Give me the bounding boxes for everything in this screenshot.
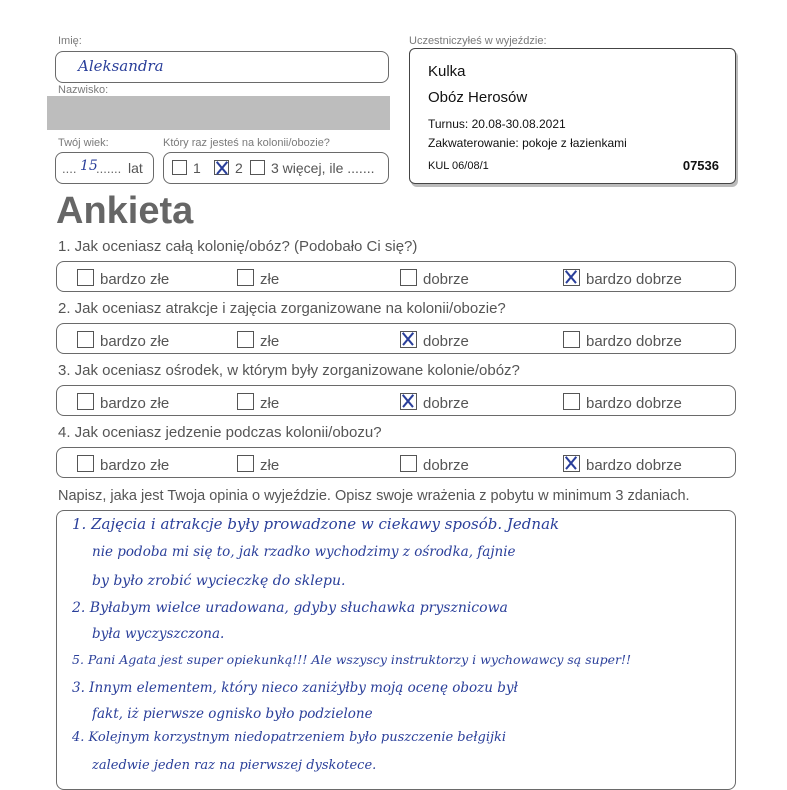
option-label: złe <box>260 271 280 288</box>
age-label: Twój wiek: <box>58 137 109 149</box>
question-4-option[interactable] <box>400 455 469 474</box>
handwriting-line: 4. Kolejnym korzystnym niedopatrzeniem było puszczenie bełgijki <box>72 730 507 745</box>
checkbox-icon <box>77 269 94 286</box>
question-4-option[interactable] <box>237 455 279 474</box>
handwriting-line: zaledwie jeden raz na pierwszej dyskotece. <box>92 758 377 773</box>
question-2-option[interactable] <box>237 331 279 350</box>
checkbox-icon <box>77 455 94 472</box>
checkbox-icon <box>400 269 417 286</box>
question-2-option[interactable] <box>563 331 682 350</box>
card-lodging: Zakwaterowanie: pokoje z łazienkami <box>428 136 627 150</box>
age-value: 15 <box>80 158 98 174</box>
question-3-text: 3. Jak oceniasz ośrodek, w którym były zorganizowane kolonie/obóz? <box>58 362 520 379</box>
card-code: KUL 06/08/1 <box>428 160 489 172</box>
option-label: bardzo dobrze <box>586 333 682 350</box>
age-unit: lat <box>128 160 143 176</box>
name-value: Aleksandra <box>78 57 164 75</box>
card-turnus: Turnus: 20.08-30.08.2021 <box>428 117 566 131</box>
option-label: dobrze <box>423 457 469 474</box>
option-label: bardzo złe <box>100 395 170 412</box>
option-label: złe <box>260 333 280 350</box>
checkbox-icon <box>77 331 94 348</box>
option-label: złe <box>260 395 280 412</box>
question-2-text: 2. Jak oceniasz atrakcje i zajęcia zorganizowane na kolonii/obozie? <box>58 300 506 317</box>
checkbox-icon <box>77 393 94 410</box>
name-label: Imię: <box>58 35 82 47</box>
checked-checkbox-icon <box>563 269 580 286</box>
checkbox-icon <box>172 160 187 175</box>
age-dots-right: ....... <box>96 161 122 176</box>
checked-checkbox-icon <box>400 393 417 410</box>
card-line-1: Kulka <box>428 63 466 80</box>
times-option-2[interactable]: 2 <box>214 160 243 176</box>
card-line-2: Obóz Herosów <box>428 89 528 106</box>
question-1-option[interactable] <box>563 269 682 288</box>
card-number: 07536 <box>682 158 719 173</box>
checked-checkbox-icon <box>214 160 229 175</box>
question-3-option[interactable] <box>400 393 469 412</box>
option-label: bardzo złe <box>100 457 170 474</box>
option-label: bardzo dobrze <box>586 395 682 412</box>
checkbox-icon <box>250 160 265 175</box>
handwriting-line: 1. Zajęcia i atrakcje były prowadzone w ciekawy sposób. Jednak <box>72 515 560 533</box>
times-option-3[interactable]: 3 więcej, ile ....... <box>250 160 374 176</box>
trip-card <box>409 48 736 184</box>
question-4-option[interactable] <box>563 455 682 474</box>
handwriting-line: 3. Innym elementem, który nieco zaniżyłby moją ocenę obozu był <box>72 680 518 696</box>
handwriting-line: nie podoba mi się to, jak rzadko wychodzimy z ośrodka, fajnie <box>92 544 516 560</box>
question-1-option[interactable] <box>400 269 469 288</box>
times-option-1[interactable]: 1 <box>172 160 201 176</box>
question-3-option[interactable] <box>237 393 279 412</box>
opinion-prompt: Napisz, jaka jest Twoja opinia o wyjeździe. Opisz swoje wrażenia z pobytu w minimum 3 zdaniach. <box>58 488 690 504</box>
question-4-options <box>56 447 736 478</box>
checkbox-icon <box>400 455 417 472</box>
question-2-options <box>56 323 736 354</box>
question-2-option[interactable] <box>77 331 169 350</box>
checkbox-icon <box>237 331 254 348</box>
checkbox-icon <box>563 331 580 348</box>
name-field[interactable] <box>55 51 389 83</box>
handwriting-line: 5. Pani Agata jest super opiekunką!!! Ale wszyscy instruktorzy i wychowawcy są super!! <box>72 652 632 667</box>
times-label: Który raz jesteś na kolonii/obozie? <box>163 137 330 149</box>
question-3-option[interactable] <box>77 393 169 412</box>
question-2-option[interactable] <box>400 331 469 350</box>
times-field[interactable] <box>163 152 389 184</box>
checkbox-icon <box>237 393 254 410</box>
participated-label: Uczestniczyłeś w wyjeździe: <box>409 35 547 47</box>
handwriting-line: by było zrobić wycieczkę do sklepu. <box>92 573 346 589</box>
question-1-option[interactable] <box>237 269 279 288</box>
checked-checkbox-icon <box>563 455 580 472</box>
checked-checkbox-icon <box>400 331 417 348</box>
page-title: Ankieta <box>56 190 194 232</box>
option-label: bardzo dobrze <box>586 271 682 288</box>
option-label: bardzo złe <box>100 271 170 288</box>
option-label: dobrze <box>423 271 469 288</box>
question-3-option[interactable] <box>563 393 682 412</box>
age-dots-left: .... <box>62 161 77 176</box>
option-label: bardzo złe <box>100 333 170 350</box>
checkbox-icon <box>563 393 580 410</box>
option-label: dobrze <box>423 333 469 350</box>
question-3-options <box>56 385 736 416</box>
question-4-option[interactable] <box>77 455 169 474</box>
handwriting-line: była wyczyszczona. <box>92 626 225 642</box>
surname-label: Nazwisko: <box>58 84 109 96</box>
surname-redaction <box>47 96 390 130</box>
option-label: złe <box>260 457 280 474</box>
checkbox-icon <box>237 269 254 286</box>
handwriting-line: 2. Byłabym wielce uradowana, gdyby słuchawka prysznicowa <box>72 600 508 616</box>
age-field[interactable] <box>55 152 154 184</box>
option-label: dobrze <box>423 395 469 412</box>
option-label: bardzo dobrze <box>586 457 682 474</box>
question-1-option[interactable] <box>77 269 169 288</box>
question-4-text: 4. Jak oceniasz jedzenie podczas kolonii/obozu? <box>58 424 382 441</box>
handwriting-line: fakt, iż pierwsze ognisko było podzielone <box>92 706 373 722</box>
question-1-options <box>56 261 736 292</box>
checkbox-icon <box>237 455 254 472</box>
question-1-text: 1. Jak oceniasz całą kolonię/obóz? (Podobało Ci się?) <box>58 238 418 255</box>
